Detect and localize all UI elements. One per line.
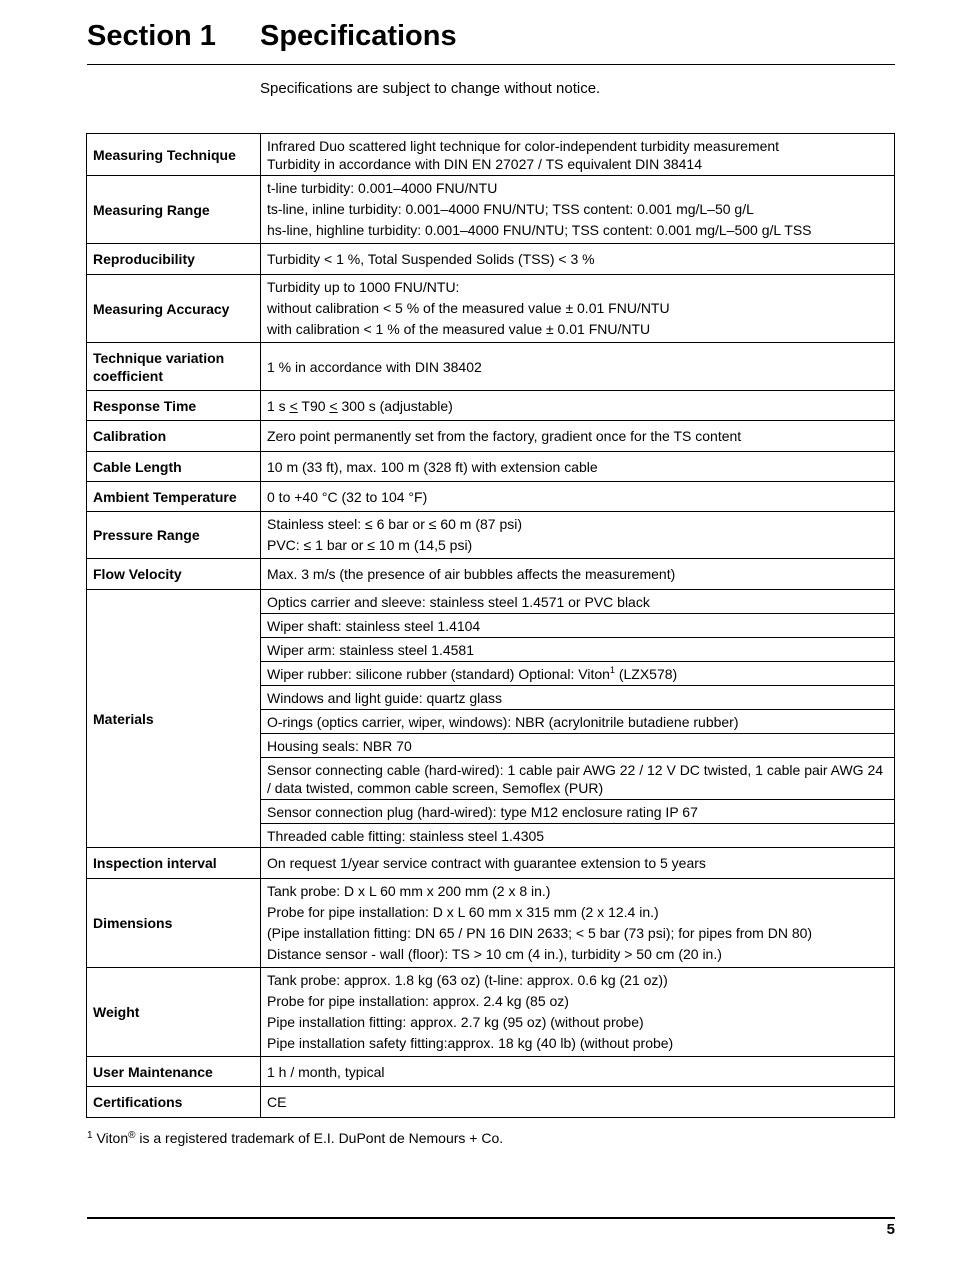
spec-line: t-line turbidity: 0.001–4000 FNU/NTU	[267, 180, 498, 196]
registered-mark: ®	[128, 1130, 136, 1141]
footnote-text: is a registered trademark of E.I. DuPont de Nemours + Co.	[135, 1130, 504, 1146]
section-number: Section 1	[87, 20, 216, 52]
spec-line: Tank probe: D x L 60 mm x 200 mm (2 x 8 in.)	[267, 883, 551, 899]
spec-label: Reproducibility	[87, 244, 261, 275]
page-number: 5	[886, 1221, 895, 1238]
materials-item: Sensor connecting cable (hard-wired): 1 cable pair AWG 22 / 12 V DC twisted, 1 cable pair AWG 24 / data twisted, common cable screen, Semoflex (PUR)	[261, 758, 895, 800]
response-time-t90: T90	[297, 397, 330, 414]
footnote	[87, 1130, 503, 1146]
spec-row-measuring-range	[87, 176, 895, 244]
spec-line: Probe for pipe installation: D x L 60 mm x 315 mm (2 x 12.4 in.)	[267, 904, 659, 920]
spec-value	[261, 134, 895, 176]
spec-row-certifications	[87, 1087, 895, 1118]
spec-value: Zero point permanently set from the factory, gradient once for the TS content	[261, 421, 895, 452]
spec-value	[261, 176, 895, 244]
section-title: Specifications	[260, 20, 457, 52]
spec-value: 1 % in accordance with DIN 38402	[261, 343, 895, 391]
spec-line: Tank probe: approx. 1.8 kg (63 oz) (t-line: approx. 0.6 kg (21 oz))	[267, 972, 668, 988]
spec-value: 0 to +40 °C (32 to 104 °F)	[261, 482, 895, 512]
spec-row-weight	[87, 968, 895, 1057]
spec-label: Measuring Accuracy	[87, 275, 261, 343]
spec-label: Measuring Technique	[87, 134, 261, 176]
spec-row-materials	[87, 590, 895, 614]
spec-row-user-maintenance	[87, 1057, 895, 1087]
spec-line: without calibration < 5 % of the measured value ± 0.01 FNU/NTU	[267, 300, 670, 316]
spec-label: Materials	[87, 590, 261, 848]
materials-item: Sensor connection plug (hard-wired): type M12 enclosure rating IP 67	[261, 800, 895, 824]
section-header	[87, 20, 895, 65]
spec-value	[261, 968, 895, 1057]
spec-label: Pressure Range	[87, 512, 261, 559]
spec-value: 10 m (33 ft), max. 100 m (328 ft) with extension cable	[261, 452, 895, 482]
spec-row-flow-velocity	[87, 559, 895, 590]
spec-label: User Maintenance	[87, 1057, 261, 1087]
spec-label: Measuring Range	[87, 176, 261, 244]
spec-row-cable-length	[87, 452, 895, 482]
response-time-min: 1 s	[267, 397, 290, 414]
spec-value	[261, 512, 895, 559]
footer-rule	[87, 1217, 895, 1219]
spec-line: Distance sensor - wall (floor): TS > 10 cm (4 in.), turbidity > 50 cm (20 in.)	[267, 946, 722, 962]
spec-value	[261, 391, 895, 421]
spec-label: Inspection interval	[87, 848, 261, 879]
spec-row-reproducibility	[87, 244, 895, 275]
spec-row-inspection-interval	[87, 848, 895, 879]
spec-row-measuring-accuracy	[87, 275, 895, 343]
spec-row-technique-variation	[87, 343, 895, 391]
materials-item: Optics carrier and sleeve: stainless steel 1.4571 or PVC black	[261, 590, 895, 614]
footnote-word: Viton	[92, 1130, 129, 1146]
spec-line: Infrared Duo scattered light technique for color-independent turbidity measurement	[267, 137, 780, 154]
specifications-table	[86, 133, 895, 1118]
spec-value: CE	[261, 1087, 895, 1118]
spec-line: hs-line, highline turbidity: 0.001–4000 FNU/NTU; TSS content: 0.001 mg/L–500 g/L TSS	[267, 222, 812, 238]
materials-item: Windows and light guide: quartz glass	[261, 686, 895, 710]
intro-text: Specifications are subject to change without notice.	[260, 80, 601, 97]
wiper-rubber-code: (LZX578)	[614, 665, 678, 682]
spec-label: Technique variation coefficient	[87, 343, 261, 391]
spec-value: Max. 3 m/s (the presence of air bubbles affects the measurement)	[261, 559, 895, 590]
spec-line: Turbidity up to 1000 FNU/NTU:	[267, 279, 460, 295]
footnote-ref: 1	[609, 664, 615, 675]
spec-line: Turbidity in accordance with DIN EN 27027 / TS equivalent DIN 38414	[267, 155, 703, 172]
spec-value: Turbidity < 1 %, Total Suspended Solids (TSS) < 3 %	[261, 244, 895, 275]
spec-label: Certifications	[87, 1087, 261, 1118]
materials-item	[261, 662, 895, 686]
spec-line: Probe for pipe installation: approx. 2.4 kg (85 oz)	[267, 993, 569, 1009]
footnote-marker: 1	[87, 1130, 93, 1141]
spec-label: Weight	[87, 968, 261, 1057]
spec-row-ambient-temperature	[87, 482, 895, 512]
spec-label: Dimensions	[87, 879, 261, 968]
spec-row-dimensions	[87, 879, 895, 968]
less-equal-symbol: <	[329, 397, 338, 414]
materials-item: Wiper shaft: stainless steel 1.4104	[261, 614, 895, 638]
spec-row-measuring-technique	[87, 134, 895, 176]
spec-label: Response Time	[87, 391, 261, 421]
spec-value: On request 1/year service contract with guarantee extension to 5 years	[261, 848, 895, 879]
spec-row-calibration	[87, 421, 895, 452]
spec-row-pressure-range	[87, 512, 895, 559]
spec-label: Ambient Temperature	[87, 482, 261, 512]
wiper-rubber-text: Wiper rubber: silicone rubber (standard) Optional: Viton	[267, 665, 610, 682]
spec-line: with calibration < 1 % of the measured value ± 0.01 FNU/NTU	[267, 321, 651, 337]
spec-row-response-time	[87, 391, 895, 421]
spec-line: PVC: ≤ 1 bar or ≤ 10 m (14,5 psi)	[267, 537, 473, 553]
spec-line: Stainless steel: ≤ 6 bar or ≤ 60 m (87 psi)	[267, 516, 523, 532]
spec-line: (Pipe installation fitting: DN 65 / PN 16 DIN 2633; < 5 bar (73 psi); for pipes from DN 80)	[267, 925, 813, 941]
spec-label: Cable Length	[87, 452, 261, 482]
spec-label: Flow Velocity	[87, 559, 261, 590]
spec-line: ts-line, inline turbidity: 0.001–4000 FNU/NTU; TSS content: 0.001 mg/L–50 g/L	[267, 201, 754, 217]
materials-item: O-rings (optics carrier, wiper, windows): NBR (acrylonitrile butadiene rubber)	[261, 710, 895, 734]
spec-value: 1 h / month, typical	[261, 1057, 895, 1087]
response-time-max: 300 s (adjustable)	[337, 397, 453, 414]
spec-label: Calibration	[87, 421, 261, 452]
materials-item: Wiper arm: stainless steel 1.4581	[261, 638, 895, 662]
spec-line: Pipe installation fitting: approx. 2.7 kg (95 oz) (without probe)	[267, 1014, 644, 1030]
less-equal-symbol: <	[289, 397, 298, 414]
spec-line: Pipe installation safety fitting:approx. 18 kg (40 lb) (without probe)	[267, 1035, 674, 1051]
materials-item: Housing seals: NBR 70	[261, 734, 895, 758]
materials-item: Threaded cable fitting: stainless steel 1.4305	[261, 824, 895, 848]
spec-value	[261, 879, 895, 968]
spec-value	[261, 275, 895, 343]
